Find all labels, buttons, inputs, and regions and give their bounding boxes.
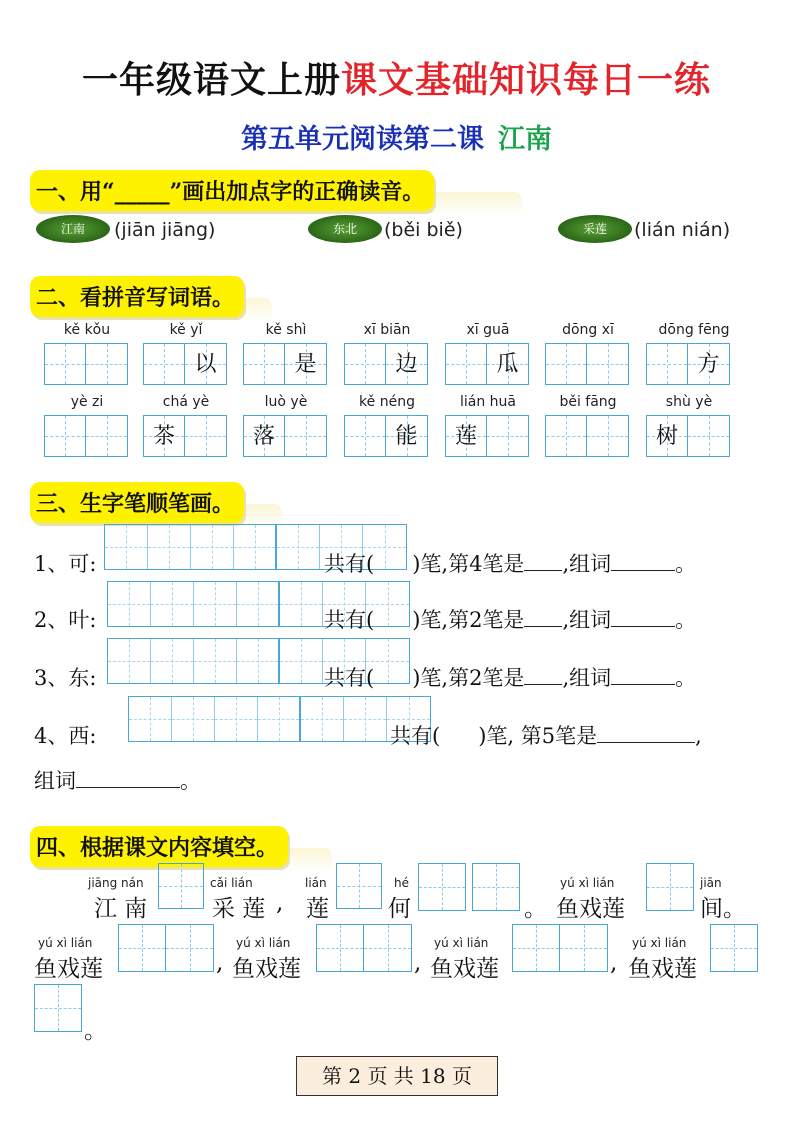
poem-text: 鱼戏莲 bbox=[34, 956, 103, 982]
poem-text: 间。 bbox=[700, 896, 746, 922]
answer-box-group bbox=[316, 924, 412, 972]
char-cell[interactable] bbox=[587, 343, 629, 385]
word-blank[interactable] bbox=[76, 787, 180, 788]
poem-text: 鱼戏莲 bbox=[430, 956, 499, 982]
char-cell[interactable] bbox=[285, 415, 327, 457]
answer-box-group bbox=[118, 924, 214, 972]
stroke-order-grid[interactable] bbox=[128, 696, 431, 742]
answer-box-group bbox=[710, 924, 758, 972]
answer-cell[interactable] bbox=[418, 863, 466, 911]
pinyin-hint: yú xì lián bbox=[434, 936, 489, 950]
poem-text: 莲 bbox=[306, 896, 329, 922]
char-box-group bbox=[545, 343, 629, 385]
char-box-group bbox=[344, 415, 428, 457]
subtitle-lesson: 江南 bbox=[498, 124, 552, 155]
answer-box-group bbox=[512, 924, 608, 972]
char-box-group bbox=[143, 415, 227, 457]
char-cell[interactable] bbox=[243, 343, 285, 385]
leaf-word-dongbei: 东北 bbox=[308, 215, 382, 243]
char-box-group bbox=[344, 343, 428, 385]
char-cell[interactable]: 树 bbox=[646, 415, 688, 457]
poem-text: 鱼戏莲 bbox=[232, 956, 301, 982]
pron-options-1: (jiān jiāng) bbox=[114, 219, 216, 241]
poem-punct: , bbox=[276, 890, 284, 916]
answer-cell[interactable] bbox=[646, 863, 694, 911]
pron-options-2: (běi biě) bbox=[384, 219, 463, 241]
pinyin-label: kě yǐ bbox=[169, 322, 203, 338]
pinyin-label: shù yè bbox=[665, 394, 713, 410]
char-box-group bbox=[445, 415, 529, 457]
pinyin-label: xī guā bbox=[466, 322, 510, 338]
page-subtitle bbox=[0, 117, 793, 156]
answer-cell[interactable] bbox=[560, 924, 608, 972]
section2-header: 二、看拼音写词语。 bbox=[30, 276, 244, 317]
pinyin-label: kě néng bbox=[359, 394, 415, 410]
char-box-group bbox=[143, 343, 227, 385]
answer-cell[interactable] bbox=[336, 863, 382, 909]
pinyin-hint: jiān bbox=[700, 876, 722, 890]
pron-options-3: (lián nián) bbox=[634, 219, 731, 241]
answer-cell[interactable] bbox=[710, 924, 758, 972]
char-cell[interactable]: 是 bbox=[285, 343, 327, 385]
pinyin-label: dōng fēng bbox=[658, 322, 730, 338]
pinyin-hint: yú xì lián bbox=[236, 936, 291, 950]
pinyin-hint: yú xì lián bbox=[560, 876, 615, 890]
stroke-item-label: 4、西: bbox=[34, 724, 97, 748]
answer-box-group bbox=[336, 863, 382, 909]
poem-punct: 。 bbox=[84, 1018, 107, 1044]
poem-text: 何 bbox=[388, 896, 411, 922]
answer-box-group bbox=[158, 863, 204, 909]
char-cell[interactable] bbox=[646, 343, 688, 385]
char-cell[interactable] bbox=[587, 415, 629, 457]
char-cell[interactable] bbox=[487, 415, 529, 457]
poem-punct: , bbox=[610, 950, 618, 976]
pinyin-hint: lián bbox=[305, 876, 327, 890]
poem-text: 鱼戏莲 bbox=[556, 896, 625, 922]
leaf-word-jiangnan: 江南 bbox=[36, 215, 110, 243]
word-blank[interactable] bbox=[611, 570, 675, 571]
answer-box-group bbox=[472, 863, 520, 911]
section4-header: 四、根据课文内容填空。 bbox=[30, 826, 288, 867]
char-box-group bbox=[44, 415, 128, 457]
page-indicator: 第 2 页 共 18 页 bbox=[296, 1056, 498, 1096]
char-cell[interactable] bbox=[143, 343, 185, 385]
char-cell[interactable] bbox=[344, 343, 386, 385]
char-cell[interactable]: 莲 bbox=[445, 415, 487, 457]
char-cell[interactable] bbox=[185, 415, 227, 457]
char-cell[interactable]: 能 bbox=[386, 415, 428, 457]
poem-text: 采 莲 bbox=[212, 896, 266, 922]
pinyin-label: běi fāng bbox=[559, 394, 617, 410]
pinyin-label: kě kǒu bbox=[63, 322, 111, 338]
char-cell[interactable] bbox=[545, 343, 587, 385]
char-cell[interactable] bbox=[44, 343, 86, 385]
char-box-group bbox=[243, 415, 327, 457]
char-cell[interactable] bbox=[688, 415, 730, 457]
poem-punct: 。 bbox=[524, 896, 547, 922]
char-box-group bbox=[44, 343, 128, 385]
stroke-question: 共有( )笔, 第5笔是 , bbox=[390, 724, 702, 748]
pinyin-hint: hé bbox=[394, 876, 409, 890]
section1-header: 一、用“_____”画出加点字的正确读音。 bbox=[30, 170, 434, 211]
pinyin-label: xī biān bbox=[363, 322, 411, 338]
char-cell[interactable]: 茶 bbox=[143, 415, 185, 457]
stroke-item-label: 2、叶: bbox=[34, 608, 97, 632]
subtitle-main: 第五单元阅读第二课 bbox=[241, 124, 484, 155]
answer-cell[interactable] bbox=[472, 863, 520, 911]
char-cell[interactable] bbox=[545, 415, 587, 457]
char-cell[interactable]: 边 bbox=[386, 343, 428, 385]
answer-cell[interactable] bbox=[364, 924, 412, 972]
title-part2: 课文基础知识每日一练 bbox=[341, 59, 712, 101]
page-title bbox=[0, 52, 793, 103]
stroke-blank[interactable] bbox=[597, 742, 695, 743]
answer-box-group bbox=[646, 863, 694, 911]
stroke-tail: 组词 。 bbox=[34, 769, 201, 793]
answer-cell[interactable] bbox=[316, 924, 364, 972]
section3-header: 三、生字笔顺笔画。 bbox=[30, 482, 244, 523]
answer-cell[interactable] bbox=[158, 863, 204, 909]
pinyin-hint: yú xì lián bbox=[632, 936, 687, 950]
char-cell[interactable] bbox=[86, 415, 128, 457]
word-blank[interactable] bbox=[611, 684, 675, 685]
pinyin-hint: yú xì lián bbox=[38, 936, 93, 950]
char-cell[interactable] bbox=[445, 343, 487, 385]
pinyin-label: yè zi bbox=[70, 394, 104, 410]
char-cell[interactable]: 落 bbox=[243, 415, 285, 457]
pinyin-label: luò yè bbox=[264, 394, 308, 410]
stroke-item-label: 3、东: bbox=[34, 666, 97, 690]
stroke-question: 共有( )笔,第4笔是 ,组词 。 bbox=[324, 552, 697, 576]
answer-cell[interactable] bbox=[34, 984, 82, 1032]
poem-text: 鱼戏莲 bbox=[628, 956, 697, 982]
poem-punct: , bbox=[216, 950, 224, 976]
leaf-word-cailian: 采莲 bbox=[558, 215, 632, 243]
char-box-group bbox=[243, 343, 327, 385]
pinyin-label: lián huā bbox=[459, 394, 516, 410]
pinyin-label: dōng xī bbox=[562, 322, 614, 338]
title-part1: 一年级语文上册 bbox=[81, 59, 341, 101]
answer-cell[interactable] bbox=[512, 924, 560, 972]
stroke-blank[interactable] bbox=[524, 570, 562, 571]
char-box-group bbox=[646, 343, 730, 385]
poem-punct: , bbox=[414, 950, 422, 976]
stroke-blank[interactable] bbox=[524, 626, 562, 627]
char-box-group bbox=[545, 415, 629, 457]
answer-box-group bbox=[418, 863, 466, 911]
char-cell[interactable] bbox=[86, 343, 128, 385]
word-blank[interactable] bbox=[611, 626, 675, 627]
stroke-question: 共有( )笔,第2笔是 ,组词 。 bbox=[324, 666, 697, 690]
stroke-question: 共有( )笔,第2笔是 ,组词 。 bbox=[324, 608, 697, 632]
char-box-group bbox=[646, 415, 730, 457]
poem-text: 江 南 bbox=[94, 896, 148, 922]
stroke-item-label: 1、可: bbox=[34, 552, 97, 576]
stroke-blank[interactable] bbox=[524, 684, 562, 685]
char-cell[interactable] bbox=[44, 415, 86, 457]
pinyin-label: kě shì bbox=[265, 322, 307, 338]
answer-cell[interactable] bbox=[118, 924, 166, 972]
char-box-group bbox=[445, 343, 529, 385]
char-cell[interactable]: 方 bbox=[688, 343, 730, 385]
pinyin-label: chá yè bbox=[162, 394, 210, 410]
pinyin-hint: cǎi lián bbox=[210, 876, 253, 890]
char-cell[interactable] bbox=[344, 415, 386, 457]
char-cell[interactable]: 以 bbox=[185, 343, 227, 385]
char-cell[interactable]: 瓜 bbox=[487, 343, 529, 385]
answer-cell[interactable] bbox=[166, 924, 214, 972]
answer-box-group bbox=[34, 984, 82, 1032]
pinyin-hint: jiāng nán bbox=[88, 876, 144, 890]
